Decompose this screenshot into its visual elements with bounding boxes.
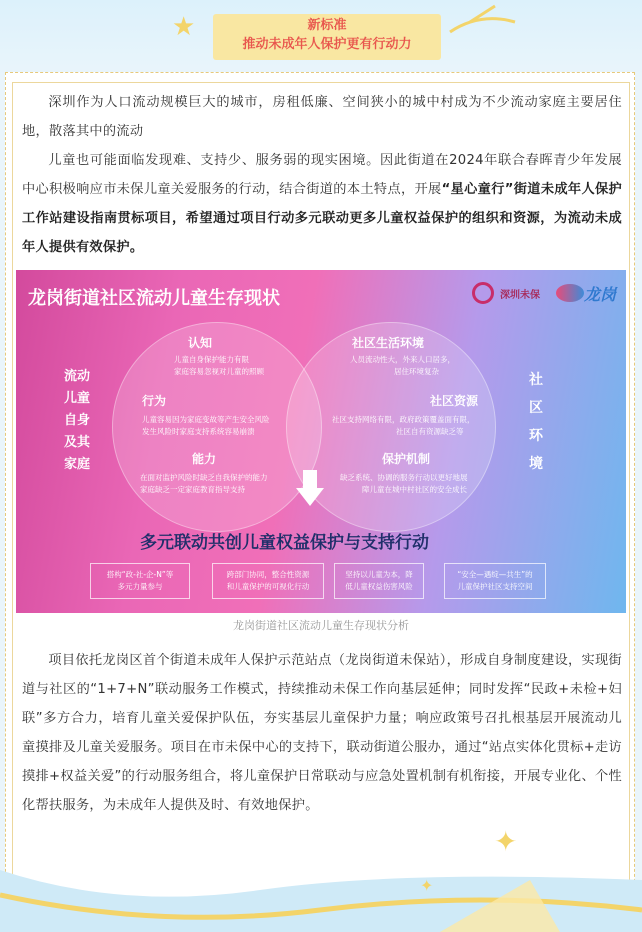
right-heading-resources: 社区资源 [430, 394, 479, 408]
logo-left-text: 深圳未保 [500, 290, 540, 301]
action-box-line: 坚持以儿童为本，降 [345, 570, 413, 579]
action-box [334, 563, 424, 599]
section-title [213, 14, 441, 60]
left-text: 家庭缺乏一定家庭教育指导支持 [140, 485, 245, 494]
left-heading-ability: 能力 [192, 452, 217, 466]
action-box-line: 多元力量参与 [117, 582, 163, 591]
logo-right-text: 龙岗 [584, 285, 617, 304]
body-paragraph: 项目依托龙岗区首个街道未成年人保护示范站点（龙岗街道未保站），形成自身制度建设，实现街道与社区的“1+7+N”联动服务工作模式，持续推动未保工作向基层延伸；同时发挥“民政+未检+妇联”多方合力，培育儿童关爱保护队伍，夯实基层儿童保护力量；响应政策号召扎根基层开展流动儿童摸排及儿童关爱服务。项目在市未保中心的支持下，联动街道公服办，通过“站点实体化贯标+走访摸排+权益关爱”的行动服务组合，将儿童保护日常联动与应急处置机制有机衔接，开展专业化、个性化帮扶服务，为未成年人提供及时、有效地保护。 [22, 653, 622, 813]
infographic-bottom-title: 多元联动共创儿童权益保护与支持行动 [140, 533, 429, 553]
left-text: 儿童自身保护能力有限 [174, 355, 249, 364]
action-box [212, 563, 324, 599]
action-box-line: 低儿童权益伤害风险 [345, 582, 413, 591]
left-side-char: 儿童 [63, 391, 90, 406]
action-box-line: 搭构“政-社-企-N”等 [106, 570, 174, 579]
right-side-char: 社 [529, 372, 543, 388]
down-arrow-stem [303, 470, 317, 488]
shenzhen-weibao-logo [472, 280, 562, 310]
left-text: 发生风险时家庭支持系统容易崩溃 [142, 427, 255, 436]
right-text: 社区支持网络有限，政府政策覆盖面有限， [332, 415, 475, 424]
left-heading-cognition: 认知 [188, 336, 213, 350]
body-text [22, 646, 622, 820]
left-heading-behavior: 行为 [142, 394, 167, 408]
right-text: 人员流动性大，外来人口居多， [350, 355, 455, 364]
left-side-char: 流动 [63, 369, 90, 384]
right-side-char: 境 [529, 456, 543, 472]
decorative-lines-icon [440, 2, 520, 42]
action-box-line: 跨部门协同，整合性资源 [226, 570, 310, 579]
logo-wave-icon [556, 284, 584, 302]
section-title-line2: 推动未成年人保护更有行动力 [242, 37, 412, 52]
action-box-line: 和儿童保护的可视化行动 [226, 582, 310, 591]
right-text: 居住环境复杂 [394, 367, 439, 376]
longgang-logo [556, 278, 616, 310]
down-arrow-icon [296, 488, 324, 506]
left-text: 在面对监护风险时缺乏自我保护的能力 [140, 473, 268, 482]
intro-paragraph-2-bold: “星心童行”街道未成年人保护工作站建设指南贯标项目，希望通过项目行动多元联动更多儿童权益保护的组织和资源，为流动未成年人提供有效保护。 [22, 182, 622, 255]
left-side-char: 自身 [63, 413, 90, 428]
star-icon: ★ [172, 12, 196, 42]
left-side-char: 家庭 [63, 457, 90, 472]
logo-ring-icon [472, 282, 494, 304]
right-side-char: 环 [529, 428, 543, 444]
sparkle-icon: ✦ [494, 825, 518, 858]
image-caption: 龙岗街道社区流动儿童生存现状分析 [233, 619, 409, 632]
section-title-line1: 新标准 [307, 18, 347, 33]
right-text: 社区自有资源缺乏等 [396, 427, 464, 436]
right-heading-living: 社区生活环境 [352, 336, 425, 350]
action-box-line: “安全—遇绽—共生”的 [457, 570, 533, 579]
intro-paragraph-2 [22, 146, 622, 262]
infographic-title: 龙岗街道社区流动儿童生存现状 [28, 288, 280, 309]
bottom-wave-decoration [0, 840, 642, 932]
intro-paragraph-1: 深圳作为人口流动规模巨大的城市，房租低廉、空间狭小的城中村成为不少流动家庭主要居住地，散落其中的流动 [22, 95, 622, 139]
action-box-line: 儿童保护社区支持空间 [457, 582, 533, 591]
action-box [90, 563, 190, 599]
action-box [444, 563, 546, 599]
right-text: 缺乏系统、协调的服务行动以更好地展 [340, 473, 468, 482]
infographic [16, 270, 626, 613]
left-side-char: 及其 [63, 435, 90, 450]
left-side-label [62, 366, 92, 476]
intro-text [22, 88, 622, 262]
sparkle-icon: ✦ [420, 876, 434, 895]
left-text: 儿童容易因为家庭变故等产生安全风险 [142, 415, 270, 424]
right-heading-mechanism: 保护机制 [382, 452, 431, 466]
left-text: 家庭容易忽视对儿童的照顾 [174, 367, 264, 376]
right-side-label [524, 366, 548, 478]
right-text: 障儿童在城中村社区的安全成长 [362, 485, 467, 494]
intro-paragraph-2-plain: 儿童也可能面临发现难、支持少、服务弱的现实困境。因此街道在2024年联合春晖青少年发展中心积极响应市未保儿童关爱服务的行动，结合街道的本土特点，开展 [22, 153, 622, 197]
right-side-char: 区 [529, 400, 543, 416]
